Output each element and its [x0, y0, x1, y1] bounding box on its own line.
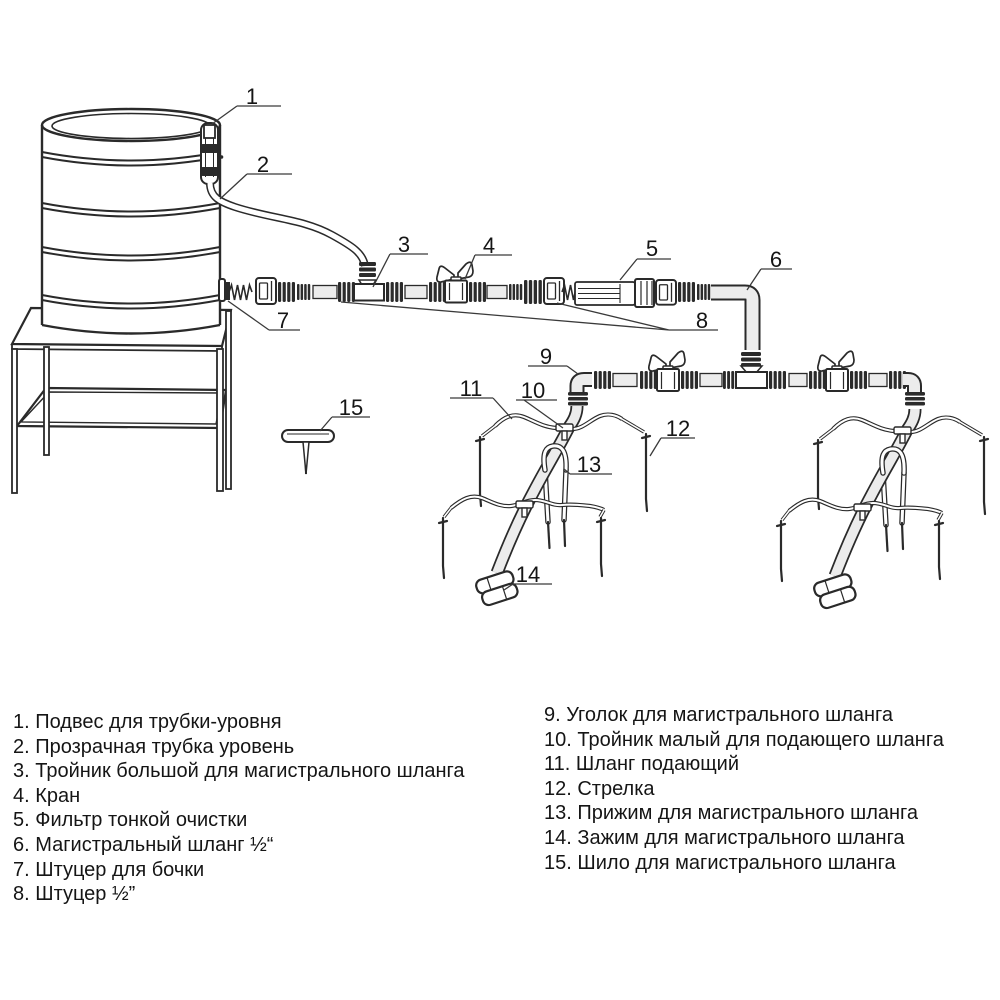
corner-elbow: [903, 380, 925, 406]
callout-3: 3: [397, 232, 411, 257]
callout-7: 7: [276, 308, 290, 333]
legend-item-9: 9. Уголок для магистрального шланга: [544, 704, 894, 726]
center-tee: [736, 372, 767, 388]
legend-right-column: [544, 703, 944, 875]
callout-leaders: [212, 106, 792, 590]
stand-leg: [226, 311, 231, 489]
stand-leg: [44, 347, 49, 455]
legend-item-12: 12. Стрелка: [544, 777, 655, 800]
main-hose-elbow: [711, 293, 762, 379]
callout-1: 1: [245, 84, 259, 109]
callout-6: 6: [769, 247, 783, 272]
callout-8: 8: [695, 308, 709, 333]
tap-valve: [437, 262, 473, 302]
callout-5: 5: [645, 236, 659, 261]
callout-14: 14: [515, 562, 541, 587]
drip-assembly-right: [777, 409, 988, 610]
legend-item-4: 4. Кран: [13, 784, 81, 807]
corner-elbow: [568, 380, 592, 406]
drip-assembly-left: [439, 406, 650, 607]
callout-4: 4: [482, 233, 496, 258]
callout-12: 12: [665, 416, 691, 441]
stand-leg: [217, 349, 223, 491]
legend-item-10: 10. Тройник малый для подающего шланга: [544, 728, 944, 751]
legend-item-2: 2. Прозрачная трубка уровень: [13, 735, 295, 758]
legend-item-6: 6. Магистральный шланг ½“: [13, 833, 274, 856]
legend-item-11: 11. Шланг подающий: [544, 753, 739, 776]
water-barrel: [42, 109, 220, 334]
callout-15: 15: [338, 395, 364, 420]
legend-left-column: [13, 710, 465, 907]
callout-10: 10: [520, 378, 546, 403]
callout-13: 13: [576, 452, 602, 477]
legend-item-14: 14. Зажим для магистрального шланга: [544, 826, 905, 849]
legend-item-13: 13. Прижим для магистрального шланга: [544, 802, 919, 825]
big-tee: [354, 262, 384, 301]
legend-item-5: 5. Фильтр тонкой очистки: [13, 809, 248, 832]
stand-leg: [12, 349, 17, 493]
legend-item-3: 3. Тройник большой для магистрального шланга: [13, 760, 465, 783]
fine-filter: [575, 279, 654, 307]
callout-labels: [246, 84, 782, 587]
callout-9: 9: [539, 344, 553, 369]
barrel-stand: [12, 308, 231, 493]
barrel-fitting: [219, 279, 252, 301]
callout-11: 11: [459, 376, 483, 401]
legend-item-1: 1. Подвес для трубки-уровня: [13, 711, 282, 733]
legend-item-8: 8. Штуцер ½”: [13, 883, 136, 906]
callout-2: 2: [256, 152, 270, 177]
awl-tool: [282, 430, 334, 474]
transparent-level-tube: [210, 183, 365, 266]
legend-item-15: 15. Шило для магистрального шланга: [544, 851, 896, 874]
legend-item-7: 7. Штуцер для бочки: [13, 858, 205, 881]
